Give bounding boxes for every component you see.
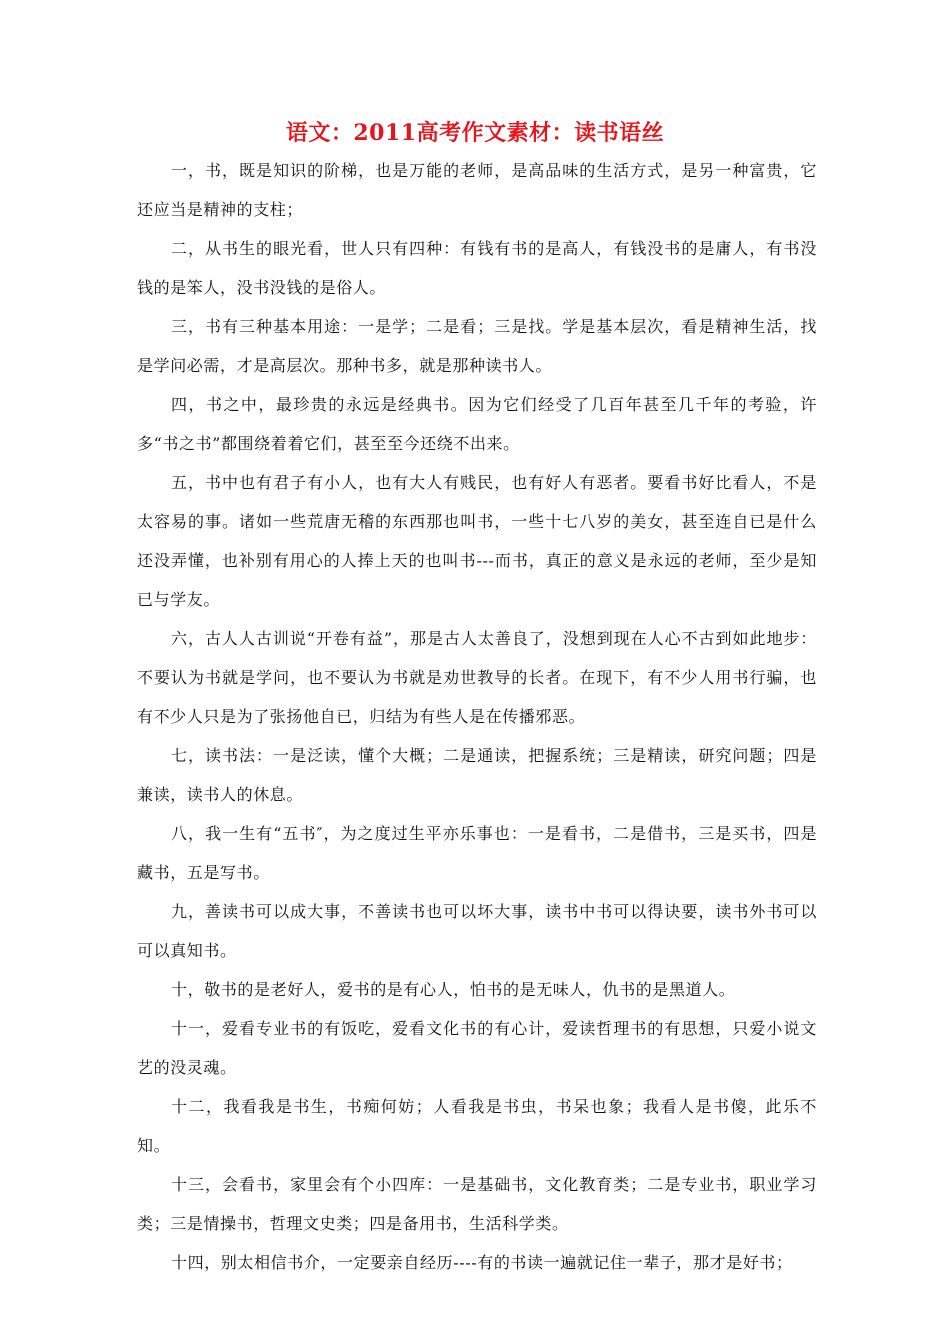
paragraph-14: 十四，别太相信书介，一定要亲自经历----有的书读一遍就记住一辈子，那才是好书； (171, 1253, 793, 1272)
paragraph-5: 五，书中也有君子有小人，也有大人有贱民，也有好人有恶者。要看书好比看人，不是太容易的事。诸如一些荒唐无稽的东西那也叫书，一些十七八岁的美女，甚至连自已是什么还没弄懂，也补别有用心的人捧上天的也叫书---而书，真正的意义是永远的老师，至少是知已与学友。 (137, 473, 817, 609)
paragraph-4: 四，书之中，最珍贵的永远是经典书。因为它们经受了几百年甚至几千年的考验，许多“书之书”都围绕着着它们，甚至至今还绕不出来。 (137, 395, 817, 453)
paragraph-7: 七，读书法：一是泛读，懂个大概；二是通读，把握系统；三是精读，研究问题；四是兼读，读书人的休息。 (137, 746, 817, 804)
document-body (137, 151, 817, 1282)
paragraph-1: 一，书，既是知识的阶梯，也是万能的老师，是高品味的生活方式，是另一种富贵，它还应当是精神的支柱； (137, 161, 817, 219)
document-title: 语文：2011高考作文素材：读书语丝 (285, 120, 665, 146)
paragraph-6: 六，古人人古训说“开卷有益”，那是古人太善良了，没想到现在人心不古到如此地步：不要认为书就是学问，也不要认为书就是劝世教导的长者。在现下，有不少人用书行骗，也有不少人只是为了张扬他自已，归结为有些人是在传播邪恶。 (137, 629, 817, 726)
paragraph-9: 九，善读书可以成大事，不善读书也可以坏大事，读书中书可以得诀要，读书外书可以可以真知书。 (137, 902, 817, 960)
paragraph-3: 三，书有三种基本用途：一是学；二是看；三是找。学是基本层次，看是精神生活，找是学问必需，才是高层次。那种书多，就是那种读书人。 (137, 317, 817, 375)
paragraph-11: 十一，爱看专业书的有饭吃，爱看文化书的有心计，爱读哲理书的有思想，只爱小说文艺的没灵魂。 (137, 1019, 817, 1077)
paragraph-8: 八，我一生有“五书″，为之度过生平亦乐事也：一是看书，二是借书，三是买书，四是藏书，五是写书。 (137, 824, 817, 882)
paragraph-10: 十，敬书的是老好人，爱书的是有心人，怕书的是无味人，仇书的是黑道人。 (171, 980, 736, 999)
paragraph-2: 二，从书生的眼光看，世人只有四种：有钱有书的是高人，有钱没书的是庸人，有书没钱的是笨人，没书没钱的是俗人。 (137, 239, 817, 297)
paragraph-12: 十二，我看我是书生，书痴何妨；人看我是书虫，书呆也象；我看人是书傻，此乐不知。 (137, 1097, 817, 1155)
paragraph-13: 十三，会看书，家里会有个小四库：一是基础书，文化教育类；二是专业书，职业学习类；三是情操书，哲理文史类；四是备用书，生活科学类。 (137, 1175, 817, 1233)
